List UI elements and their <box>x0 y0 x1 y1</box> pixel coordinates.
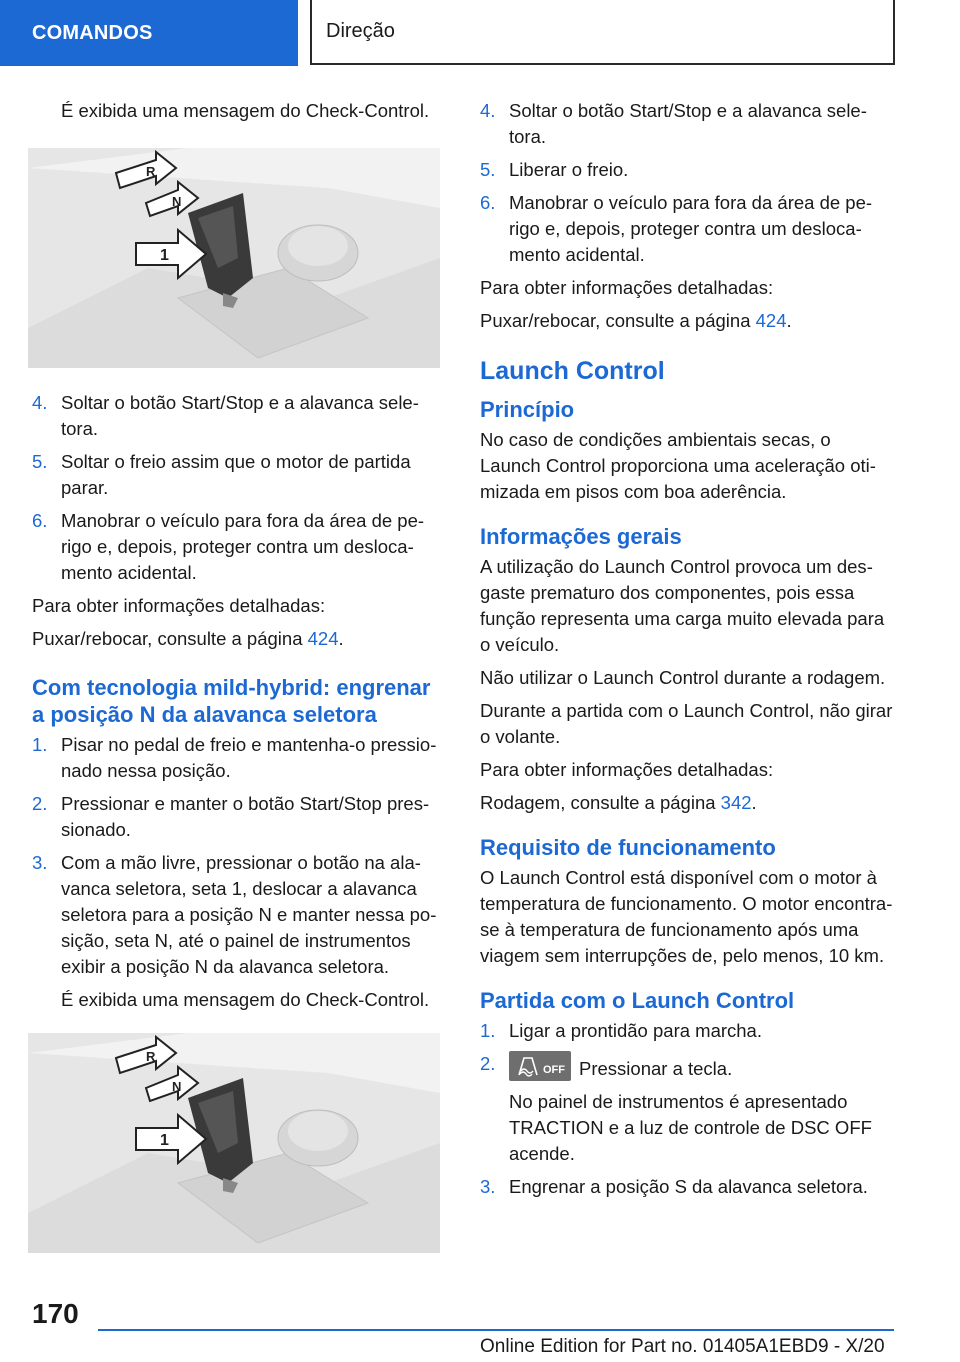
reference-text: Puxar/rebocar, consulte a página 424. <box>480 310 792 331</box>
edition-text: Online Edition for Part no. 01405A1EBD9 - X/20 <box>480 1336 885 1357</box>
gear-selector-figure <box>28 148 440 368</box>
list-item: 5. Liberar o freio. <box>480 159 629 180</box>
info-gerais-text-2: Não utilizar o Launch Control durante a rodagem. <box>480 667 886 688</box>
steps-list-c <box>480 98 895 268</box>
left-column <box>32 98 444 1275</box>
check-control-note: É exibida uma mensagem do Check-Control. <box>61 100 430 121</box>
list-item: 3. Engrenar a posição S da alavanca seletora. <box>480 1176 868 1197</box>
right-column <box>480 98 895 1207</box>
figure2-label-r: R <box>146 1049 156 1064</box>
info-gerais-text-1: A utilização do Launch Control provoca um desgaste prematuro dos componentes, pois essa função representa uma carga muito elevada para o veículo. <box>480 556 885 655</box>
list-item: 2. Pressionar e manter o botão Start/Stop pressionado. <box>32 793 430 840</box>
info-text-2: Para obter informações detalhadas: <box>480 759 774 780</box>
gear-selector-illustration <box>28 148 440 368</box>
heading-mild-hybrid: Com tecnologia mild-hybrid: engrenar a posição N da alavanca seletora <box>32 675 431 727</box>
figure1-label-1: 1 <box>160 247 169 264</box>
page-number: 170 <box>32 1298 79 1329</box>
info-text: Para obter informações detalhadas: <box>32 595 326 616</box>
info-text: Para obter informações detalhadas: <box>480 277 774 298</box>
steps-list-a <box>32 390 444 586</box>
steps-list-partida-end <box>480 1174 895 1200</box>
steps-list-partida <box>480 1018 895 1082</box>
footer-divider <box>98 1329 894 1331</box>
page-link[interactable]: 424 <box>755 310 787 331</box>
list-item: 2. OFF Pressionar a tecla. <box>480 1051 895 1082</box>
chapter-title: Direção <box>326 20 395 42</box>
list-item: 4. Soltar o botão Start/Stop e a alavanca seletora. <box>480 100 867 147</box>
list-item: 5. Soltar o freio assim que o motor de partida parar. <box>32 451 411 498</box>
heading-info-gerais: Informações gerais <box>480 524 682 549</box>
heading-principio: Princípio <box>480 397 575 422</box>
dsc-off-key-icon <box>509 1051 571 1081</box>
list-item: 4. Soltar o botão Start/Stop e a alavanca seletora. <box>32 392 419 439</box>
chapter-tab <box>310 0 895 65</box>
principio-text: No caso de condições ambientais secas, o Launch Control proporciona uma aceleração otimizada em pisos com boa aderência. <box>480 429 876 502</box>
list-item: 6. Manobrar o veículo para fora da área de perigo e, depois, proteger contra um deslocamento acidental. <box>32 510 425 583</box>
requisito-text: O Launch Control está disponível com o motor à temperatura de funcionamento. O motor encontra-se à temperatura de funcionamento após uma viagem sem interrupções de, pelo menos, 10 km. <box>480 867 893 966</box>
section-title: COMANDOS <box>32 21 153 44</box>
list-item: 3. Com a mão livre, pressionar o botão na alavanca seletora, seta 1, deslocar a alavanca seletora para a posição N e manter nessa posição, seta N, até o painel de instrumentos exibir a posição N da alavanca seletora. <box>32 852 437 977</box>
page-link[interactable]: 342 <box>720 792 752 813</box>
reference-text: Puxar/rebocar, consulte a página 424. <box>32 628 344 649</box>
list-item: 1. Pisar no pedal de freio e mantenha-o pressionado nessa posição. <box>32 734 437 781</box>
dsc-off-key-label: OFF <box>543 1064 565 1076</box>
figure2-label-n: N <box>172 1079 182 1094</box>
figure1-label-n: N <box>172 194 182 209</box>
list-item: 1. Ligar a prontidão para marcha. <box>480 1020 762 1041</box>
heading-launch-control: Launch Control <box>480 357 665 385</box>
heading-requisito: Requisito de funcionamento <box>480 835 776 860</box>
page-link[interactable]: 424 <box>307 628 339 649</box>
reference-text-2: Rodagem, consulte a página 342. <box>480 792 757 813</box>
heading-partida: Partida com o Launch Control <box>480 988 795 1013</box>
figure1-label-r: R <box>146 164 156 179</box>
list-item: 6. Manobrar o veículo para fora da área de perigo e, depois, proteger contra um deslocamento acidental. <box>480 192 873 265</box>
figure2-label-1: 1 <box>160 1132 169 1149</box>
info-gerais-text-3: Durante a partida com o Launch Control, não girar o volante. <box>480 700 893 747</box>
section-tab <box>0 0 298 66</box>
gear-selector-illustration-2 <box>28 1033 440 1253</box>
gear-selector-figure-2 <box>28 1033 440 1253</box>
partida-note: No painel de instrumentos é apresentado TRACTION e a luz de controle de DSC OFF acende. <box>509 1091 872 1164</box>
check-control-note-2: É exibida uma mensagem do Check-Control. <box>61 989 430 1010</box>
steps-list-b <box>32 732 444 980</box>
